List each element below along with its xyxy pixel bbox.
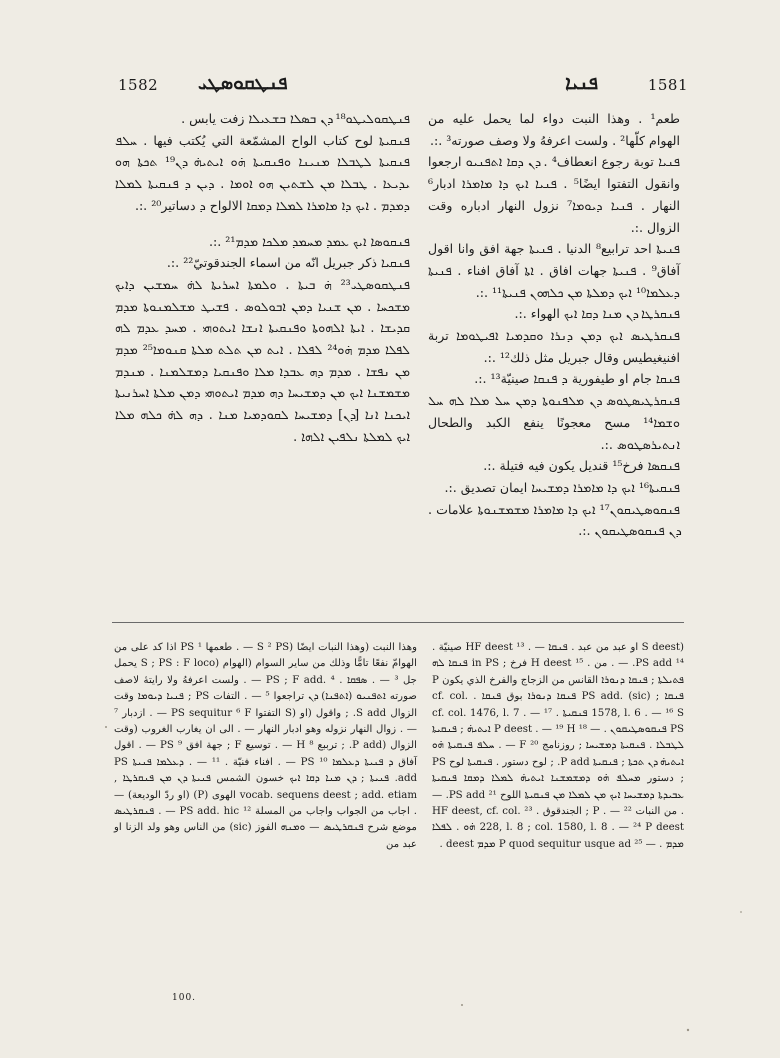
entry: ܦܢܩܝܬܐ لوح كتاب الواح المشمّعة التي يُكتب فيها . ܚܠܦ ܦܢܩܝܬܐ ܠܛܒܠܐ ܡܢܝܢܐ ܘܦܢܩܝܬܐ ܗ̇ܘ ܐܝܬܝܗ̇ ܕܢ¹⁹ ܬܟܬܐ ܗܘ ܝܕܝܥܐ . ܛܒܠܐ ܡܢ ܠܫܬܝܢ ܗܘ ܐܘܡܐ . ܕܝܢ ܕ ܦܢܩܝܬܐ ܠܡܠܐ ܕܡܕܡ . ܐܝܟ ܕܐ ܡܐܡܪܐ ܠܡܠܐ ܕܡܩܐ الالواح ܕ دساتير²⁰ .:. bbox=[115, 132, 410, 213]
footnote-block: وهذا النبت (وهذا النبات ايضًا (S ² PS — . طعمها PS ¹ اذا كد على من الهوامّ نفعًا تامًّا وذلك من ساير السوام (الهوام (S ; PS : F loco يحمل جل ³ — . ܣܦܩܐ . PS ; F add. ⁴ — . ولست اعرفهُ ولا رايتهٔ لاصف صورته ܐܬܦܢܝܘ (ܐܬܦܢܐ) ܕܢ تراجعوا ⁵ — . التفات PS ; ܦܢܝܐ ܕܝܘܡܐ وقت الزوال S add. ; واقول (او (S التفتوا PS sequitur ⁶ F — . ازدبار ⁷ — . زوال النهار نزوله وهو ادبار النهار — . الى ان يغارب الغروب (وقت الزوال (P add. ; ترببع H ⁸ — . توسيع F ; جهة افق PS ⁹ — . اقول آفاق ܕ ܦܢܝܬܐ ܕܥܠܡܐ PS ¹⁰ — . افناء فنيّة . ¹¹ — . ܕܥܠܡܐ ܦܢܝܬܐ PS add. ܦܢܝܬܐ ; ܕܢ ܡܢܐ ܕܩܐ ܐܝܟ خسون الشمس ܦܢܝܬܐ ܕܢ ܡܢ ܦܢܩܪܛܐ , vocab. sequens deest ; add. etiam الهوى (P) (او ردّ الوديعة) — . اجاب من الجواب واجاب من المسلة PS add. hic ¹² — . ܦܢܩܪܛܝܣ موضع شرح ܦܢܩܪܛܝܣ — ܘܡܢܗ الفوز (sic) من الناس وهو ولد الزنا او عبد من bbox=[114, 642, 418, 850]
footnote-block: (S deest او عبد من عبد . ܦܢܩܐ — . ¹³ HF deest صينيّة . ¹⁴ PS add. — . من . ¹⁵ H deest فرخ ; in PS ܦܢܩܐ ܠܗ ܦܬܝܠܬܐ ; ܦܢܩܐ ܕܢܘܪܐ القانس من الزجاج والفرخ الذي يكون P ܦܢܩܐ ; PS add. (sic) ܦܢܩܐ ܕܢܘܪܐ بوق ܦܢܩܐ . cf. col. 1578, l. 6 . — ¹⁶ S ܦܢܩܝܬܐ . cf. col. 1476, l. 7 . — ¹⁷ PS ܦܢܩܘܣܛܝܩܘܢ . — ¹⁸ P deest . — ¹⁹ H ܐܝܬܝܗ̇ ; ܦܢܩܝܬܐ ܠܛܒܠܐ . ܦܢܩܝܬܐ ܕܡܫܝܚܐ ; روزنامج ²⁰ F — . ܚܠܦ ܦܢܩܝܬܐ ܗ̇ܘ ܐܝܬܝܗ̇ ܕܢ ܬܟܬܐ ; ܦܢܩܝܬܐ P add. ; لوح دستور . ܦܢܩܝܬܐ لوح PS ; دستور ܡܚܠܦ ܗ̇ܘ ܕܡܫܡܫܢܐ ܐܝܬܝܗ̇ ܠܡܠܐ ܕܡܩܐ ܦܢܩܝܬܐ ܥܒܝܕܬܐ ܕܡܫܝܚܐ ܐܝܟ ܡܢ ܠܡܠܐ ܡܢ ܦܢܩܝܬܐ اللوح ²¹ PS add. — . من النبات ²² — . P ; الجندقوق . ²³ HF deest, cf. col. 228, l. 8 ; col. 1580, l. 8 . — ²⁴ P deest ܗ̇ܘ . ܠܦܠܐ ܡܕܡ . — ²⁵ P quod sequitur usque ad ܡܕܡ deest . bbox=[432, 642, 685, 850]
paper-speck bbox=[740, 911, 742, 913]
paper-speck bbox=[687, 1029, 689, 1031]
left-running-headword: ܦܢܛܩܘܣܛܝ bbox=[198, 72, 288, 94]
entry: ܦܢܩܘܣܛܝܩܘܢ¹⁷ ܐܝܟ ܕܐ ܡܐܡܪܐ ܡܫܡܫܢܘܬܐ علامات . ܕܢ ܦܢܩܘܣܛܝܩܘܢ .:. bbox=[428, 501, 680, 539]
entry: ܦܢܩܪܛܝܣܛܘܣ ܕܢ ܡܠܦܢܘܬܐ ܕܡܢ ܚܠ ܡܠܐ ܠܗ ܚܠ ܘܫܡܐ¹⁴ مسح معجونًا ينفع الكبد والطحال ܐܢܬܝܪܣܛܘܣ .:. bbox=[428, 393, 680, 452]
entry: ܦܢܩܘܣܐ ܐܝܟ ܥܡܕ ܡܚܡܕ ܡܠܟܐ ܡܕܡ²¹ .:. bbox=[209, 233, 410, 249]
right-page-number: 1581 bbox=[647, 76, 688, 94]
entry: ܦܢܝܐ توبة رجوع انعطاف⁴ . ܕܢ ܕܩܐ ܐܬܦܢܝܘ ارجعوا وانقول التفتوا ايضًا⁵ . ܦܢܝܐ ܐܝܟ ܕܐ ܡܐܡܪܐ ادبار⁶ النهار . ܦܢܝܐ ܕܝܘܡܐ⁷ نزول النهار ادباره وقت الزوال .:. bbox=[428, 154, 681, 235]
entry: ܦܢܩܪܛܝܣ ܐܝܟ ܕܡܢ ܕܢܪܐ ܘܩܕܡܝܐ ܐܦܝܛܘܡܐ تربة افنيغيطيس وقال جبريل مثل ذلك¹² .:. bbox=[428, 328, 680, 365]
entry: طعم¹ . وهذا النبت دواء لما يحمل عليه من الهوام كلّها² . ولست اعرفهُ ولا وصف صورته³ .:. bbox=[428, 111, 680, 148]
entry: ܦܢܝܬܐ احد ترابيع⁸ الدنيا . ܦܢܝܬܐ جهة افق وانا اقول آفاق⁹ . ܦܢܝܬܐ جهات افاق . ܐܬܐ آفاق افناء . ܦܢܝܬܐ ܕܥܠܡܐ¹⁰ ܐܝܟ ܕܡܠܬܐ ܡܢ ܟܠܗܘܢ ܦܢܝܬܐ¹¹ .:. bbox=[428, 241, 680, 300]
entry: ܦܢܩܐ جام او طيفورية ܕ ܦܢܩܐ صينيّة¹³ .:. bbox=[474, 371, 680, 387]
entry: ܦܢܩܝܐ ذكر جبريل انّه من اسماء الجندقوتيّ²² .:. bbox=[166, 255, 410, 271]
right-running-headword: ܦܢܝܐ bbox=[565, 72, 598, 94]
entry: ܦܢܩܣܐ فرخ¹⁵ قنديل يكون فيه فتيلة .:. bbox=[483, 458, 680, 474]
entry: ܦܢܩܝܬܐ¹⁶ ܐܝܟ ܕܐ ܡܐܡܪܐ ܕܡܫܝܚܐ ايمان تصديق .:. bbox=[444, 479, 680, 495]
signature-mark: 100. bbox=[172, 993, 197, 1003]
entry: ܦܢܛܩܘܠܝܛܘ¹⁸ ܕܢ ܒܣܠܐ ܒܫܥܝܠܐ زفت يابس . bbox=[181, 111, 410, 126]
left-page-number: 1582 bbox=[118, 76, 159, 94]
paper-speck bbox=[105, 726, 107, 728]
entry: ܦܢܛܩܘܣܛܝ²³ ܗ̇ ܒܝܬܐ . ܘܠܡܬܐ ܐܚܪܝܬܐ ܠܗ̇ ܚܡܫܝܢ ܕܐܝܟ ܡܫܟܚܐ . ܡܢ ܫܢܝܐ ܕܡܢ ܐܒܘܠܘܣ . ܦܫܝܛ ܡܫܠܡܢܘܬܐ ܡܕܡ ܩܕܝܫܐ . ܐܝܬܐ ܐܠܗܘܬܐ ܘܦܢܩܝܬܐ ܐܢܫܐ ܐܝܬܘܗܝ . ܡܚܕ ܥܕܡ ܠܗ ܠܦܠܐ ܡܕܡ ܗ̇ܘ²⁴ ܠܦܠܐ . ܐܝܬ ܡܢ ܬܠܬ ܡܠܬܐ ܩܢܘܡܐ²⁵ ܡܕܡ ܡܢ ܢܦܫܐ . ܡܕܡ ܕܗ ܥܒܕܐ ܡܠܐ ܘܦܢܩܝܐ ܕܡܫܠܡܢܐ . ܡܢܕܡ ܡܫܡܫܢܐ ܐܝܟ ܡܢ ܕܡܫܝܚܐ ܕܗ ܡܕܡ ܐܝܬܘܗܝ ܕܡܢ ܡܠܬܐ ܐܚܪܢܝܬܐ ܐܝܟܢܐ ܐܢܐ [ܕܢ] ܕܡܫܝܚܐ ܠܩܘܕܡܝܐ ܡܢܐ . ܕܗ ܠܗ̇ ܟܠܗ ܡܠܐ ܐܝܟ ܠܡܠܬܐ ܢܠܦܝܢ ܐܠܗܐ . bbox=[115, 276, 410, 444]
paper-speck bbox=[461, 1004, 463, 1006]
entry: ܦܢܩܪܛܐ ܕܢ ܡܢܐ ܕܩܐ ܐܝܟ الهواء .:. bbox=[514, 306, 680, 322]
